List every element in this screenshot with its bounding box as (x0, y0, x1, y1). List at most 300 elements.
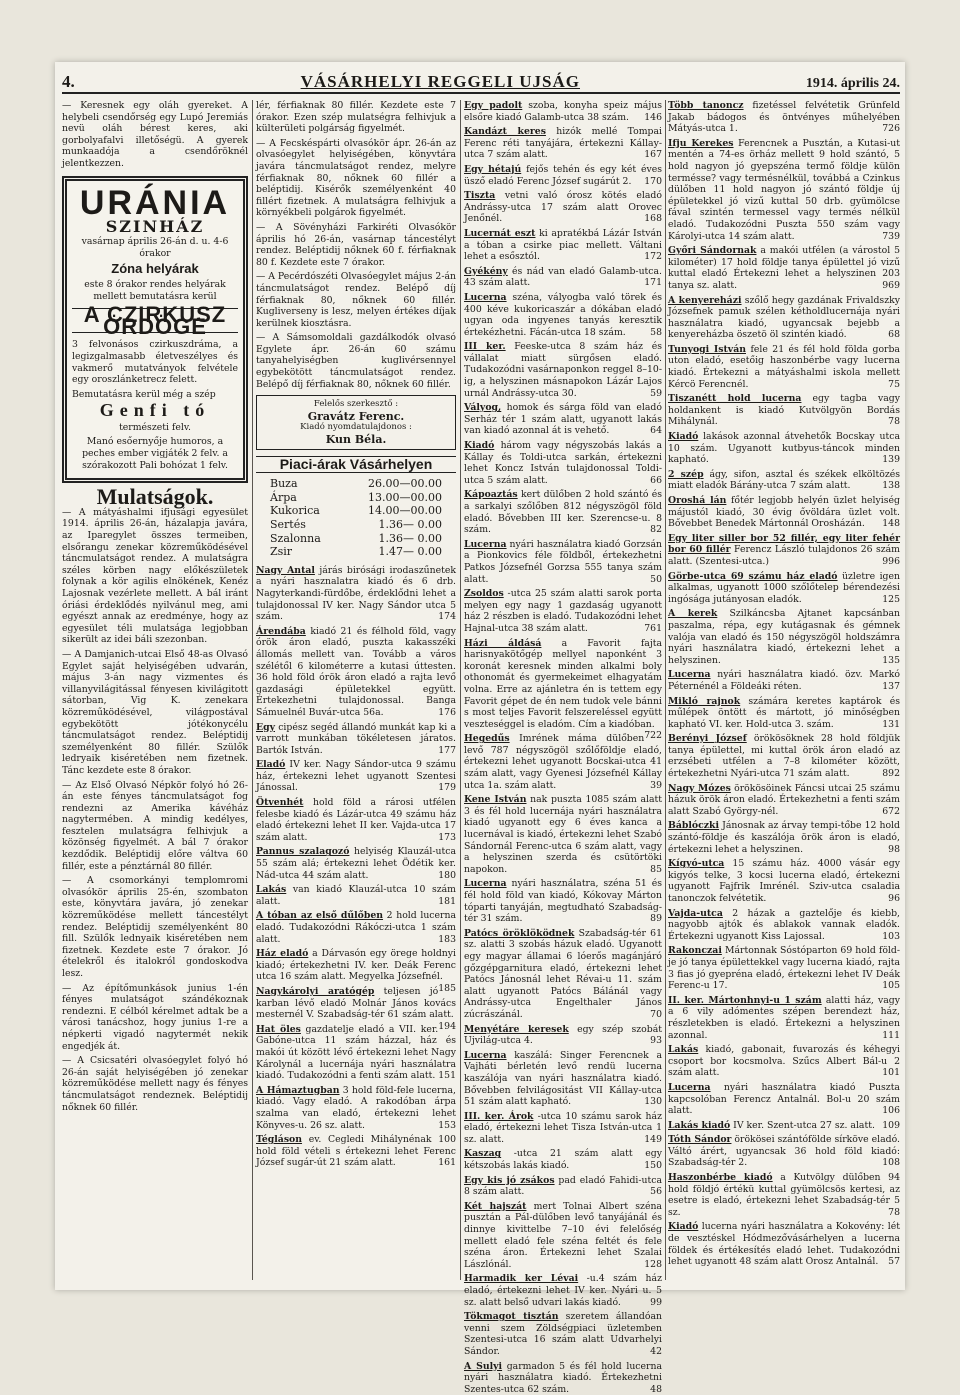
ad-number: 70 (650, 1008, 662, 1020)
ad-number: 39 (650, 779, 662, 791)
ad-number: 179 (438, 782, 456, 794)
ad-number: 128 (644, 1258, 662, 1270)
ad-text: kiadó, gabonait, fuvarozás és kéhegyi csoport bor kocsmolva. Szűcs Albert Bál-u 2 szám alatt. (668, 1044, 900, 1079)
price-row (270, 504, 442, 518)
ad-text: lakások azonnal átvehetők Bocskay utca 10 szám. Ugyanott kutbyus-táncok minden kapható. (668, 431, 900, 466)
price-value: 14.00—00.00 (368, 504, 442, 518)
ad-keyword: Győri Sándornak (668, 245, 757, 257)
article-paragraph: lér, férfiaknak 80 fillér. Kezdete este 7 órakor. Ezen szép mulatségra felhivjuk a külterületi polgárság figyelmét. (256, 100, 456, 135)
column-3 (464, 100, 662, 1395)
classified-ad (464, 733, 662, 791)
ad-text: Mártonnak Sóstóparton 69 hold föld-je jó tanya épülettekkel vagy lucerna kiadó, rajta 3 fias jó gyepréna eladó, értekezni lehet IV Deák Ferenc-u 17. (668, 945, 900, 992)
ad-text: Szilkáncsba Ajtanet kapcsánban paszalma, répa, egy kutágasnak és gémnek valója van eladó és 150 négyszögöl holdszámra nyári használatra kiadó, értekezni lehet a helyszinen. (668, 608, 900, 666)
price-value: 1.47— 0.00 (378, 545, 442, 559)
ad-text: a makói utfélen (a várostol 5 kilométer) 17 hold földje tanya épülettel jó vizű kuttal eladó Értekezni lehet a helyszinen 203 tanya sz. alatt. (668, 245, 901, 291)
ad-text: van kiadó Klauzál-utca 10 szám alatt. (256, 884, 456, 907)
article-paragraph: — A Fecskéspárti olvasókör ápr. 26-án az olvasóegylet helyiségében, könyvtára javára táncmulatságot rendez, melyre férfiaknak 80, nőknek 60 fillér a beléptidij. Kisérők személyenként 40 fillért fizetnek. A mulatságra felhivjuk a környékbeli polgárok figyelmét. (256, 137, 456, 219)
classified-ad (668, 138, 900, 242)
ad-keyword: Mikló rajnok (668, 695, 741, 707)
ad-number: 892 (882, 768, 900, 780)
ad-number: 98 (888, 843, 900, 855)
ad-text: fele 21 és fél hold földa gorba uton eladó, esetőig haszonbérbe vagy lucerna kiadó. Értekezni a mátyáshalmi iskola mellett Kércö Ferencnél. (668, 343, 900, 390)
ad-number: 161 (438, 1157, 456, 1169)
classified-ad (464, 440, 662, 486)
classified-ad (464, 1361, 662, 1395)
classified-ad (256, 626, 456, 719)
classified-ad (668, 393, 900, 428)
urania-nature: természeti felv. (119, 421, 191, 433)
ad-number: 137 (882, 680, 900, 692)
urania-film-title: A CZIRKUSZ ÖRDÖGE (72, 308, 238, 333)
ad-number: 183 (438, 933, 456, 945)
ad-text: ev. Cegledi Mihálynénak 100 hold föld vételi s értekezni lehet Ferenc József sugár-út 21 szám alatt. (256, 1134, 456, 1169)
ad-number: 89 (650, 913, 662, 925)
classified-ad (464, 1050, 662, 1108)
classified-ad (464, 928, 662, 1021)
ad-number: 64 (650, 425, 662, 437)
classified-ad (464, 1201, 662, 1271)
classified-ad (668, 295, 900, 341)
ad-text: a Favorit fajta harisnyakötőgép mellyel naponként 3 koronát keresnek minden alkalmi boly othonomát és gyermekeimet elhagyatám volna. Erre az ajánletra én is tettem egy Favorit gépet de én nem tudok vele bánni s most teljes Favorit felszereléssel együtt veszteséggel is eladóm. Cím a kiadóban. (464, 637, 662, 730)
ad-text: örökösöknek 28 hold földjük tanya épülettel, mi kuttal örök áron eladó az erzsébeti utfélen a 7–8 kilométer között, értekezhetni Nyári-utca 71 szám alatt. (668, 733, 900, 780)
ad-keyword: Kiadó (464, 440, 495, 452)
classified-ad (256, 1134, 456, 1169)
price-item: Szalonna (270, 531, 321, 545)
article-paragraph: — Az Első Olvasó Népkör folyó hó 26-án este fényes táncmulatságot fog rendezni az Amerika kávéház nagytermében. A mindig kedélyes, fesztelen mulatságra felhivjuk a közönség figyelmét. A bál 7 órakor kezdődik. Beléptidij előre váltva 60 fillér, este a pénztárnál 80 fillér. (62, 779, 248, 872)
ad-keyword: Hegedűs (464, 733, 510, 745)
ad-number: 85 (650, 863, 662, 875)
ad-number: 167 (644, 149, 662, 161)
ad-keyword: Tunyogi István (668, 343, 746, 355)
ad-text: homok és sárga föld van eladó Serház tér 1 szám alatt, ugyanott lakás van kiadó azonnal át is vehető. (464, 402, 662, 437)
ad-number: 672 (882, 805, 900, 817)
ad-keyword: Eladó (256, 759, 286, 771)
ad-keyword: Egy liter siller bor 52 fillér, egy liter fehér bor 60 fillér (668, 532, 900, 556)
ad-number: 78 (888, 1206, 900, 1218)
ad-number: 185 (438, 982, 456, 994)
ad-number: 57 (888, 1256, 900, 1268)
ad-number: 722 (644, 730, 662, 742)
ad-text: és nád van eladó Galamb-utca. 43 szám alatt. (464, 265, 662, 289)
ad-text: 15 számu ház. 4000 vásár egy kigyós telke, 3 kocsi lucerna eladó, értekezni ugyanott Fajfrik Imrénél. Sziv-utca csaladia tanonczok felvétetik. (668, 858, 900, 904)
classified-ad (668, 696, 900, 731)
ad-number: 93 (650, 1035, 662, 1047)
ad-number: 109 (882, 1119, 900, 1131)
ad-text: mert Tolnai Albert széna pusztán a Pál-dülőben levő tanyájánál és dinnye kivittelbe 7–10 évi felelőség mellett eladó fele széna feltét és fele széna áron. Értekezni lehet Szalai Lászlónál. (464, 1200, 662, 1270)
article-paragraph: — A Pecérdószéti Olvasóegylet május 2-án táncmulatságot rendez. Belépő díj férfiaknak 80, nőknek 60 fillér. Kugliverseny is lesz, melyen értékes díjak kerülnek kiosztásra. (256, 271, 456, 329)
ad-keyword: II. ker. Mártonhnyi-u 1 szám (668, 994, 822, 1006)
urania-time: vasárnap április 26-án d. u. 4-6 órakor (81, 236, 229, 259)
classified-ad (464, 100, 662, 123)
classified-ad (256, 846, 456, 881)
ad-keyword: Nagykárolyi aratógép (256, 985, 375, 997)
classified-ad (464, 489, 662, 535)
classified-ad (668, 431, 900, 466)
article-paragraph: — A csomorkányi templomromi olvasókör április 25-én, szombaton este, könyvtára javára, jó zenekar közreműködése mellett táncestélyt rendez. Beléptidij személyenként 80 fill. Szülők lednyaik kiséretében nem fizetnek. Kezdete este 7 órakor. Jó ételekről és italokról gondoskodva lesz. (62, 875, 248, 979)
ad-text: járás birósági irodaszűnetek a nyári hasznalatra kiadó és 6 drb. Nagyterkandi-fürdőbe, érdeklődni lehet a tulajdonossal IV ker. Nagy Sándor utca 5 szám. (256, 564, 456, 623)
classified-ad (464, 190, 662, 225)
ad-text: egy tagba vagy holdankent is kiadó Kutvölgyön Bordás Mihálynál. (668, 393, 900, 428)
page-header (62, 68, 900, 94)
section-title: Mulatságok. (96, 484, 214, 510)
ad-keyword: Lakás kiadó (668, 1119, 731, 1131)
ad-text: számára keretes kaptárok és műlépek öntött és mártott, jó minőségben kapható VI. ker. Hold-utca 3. szám. (668, 695, 900, 730)
classified-ad (256, 1024, 456, 1082)
urania-advertisement (62, 176, 248, 484)
ad-text: garmadon 5 és fél hold lucerna nyári használatra kiadó. Értekezhetni Szentes-utca 62 szám. (464, 1360, 662, 1395)
ad-number: 106 (882, 1105, 900, 1117)
price-row (270, 532, 442, 546)
editor-box (256, 395, 456, 449)
ad-text: örökösei szántófölde sírköve eladó. Váltó árért, ugyancsak 36 hold föld kiadó: Szabadság-tér 2. (668, 1134, 900, 1169)
ad-number: 138 (882, 480, 900, 492)
classified-ad (668, 1044, 900, 1079)
classified-ad (464, 164, 662, 187)
price-value: 13.00—00.00 (368, 490, 442, 504)
ad-number: 56 (650, 1186, 662, 1198)
classified-ad (256, 759, 456, 794)
ad-keyword: Lucerna (668, 1081, 711, 1093)
article-paragraph: — A Csicsatéri olvasóegylet folyó hó 26-án saját helyiségében jó zenekar közreműködése mellett nagy és fényes táncmulatságot rendeznek. Beléptidij nőknek 60 fillér. (62, 1055, 248, 1113)
column-rule (252, 100, 253, 1280)
market-prices-table (270, 477, 442, 559)
ad-number: 739 (882, 230, 900, 242)
ad-number: 105 (882, 980, 900, 992)
ad-number: 173 (438, 831, 456, 843)
ad-keyword: Harmadik ker Lévai (464, 1273, 579, 1285)
classified-ad (668, 1221, 900, 1267)
column-4 (668, 100, 900, 1280)
ad-number: 59 (650, 387, 662, 399)
ad-text: ágy, sifon, asztal és székek elköltözés miatt eladók Bárány-utca 7 szám alatt. (668, 468, 900, 492)
ad-number: 135 (882, 654, 900, 666)
ad-keyword: Egy padolt (464, 100, 523, 111)
classified-ad (256, 1085, 456, 1131)
ad-keyword: A kenyereházi (668, 294, 742, 306)
ad-text: nyári használatra, széna 51 és fél hold föld van kiadó, Kókovay Márton tóparti tanyáján, megtudható Szabadság-tér 31 szám. (464, 878, 662, 925)
ad-number: 42 (650, 1345, 662, 1357)
ad-keyword: Zsoldos (464, 588, 504, 600)
ad-text: főtér legjobb helyén üzlet helyiség májustól kiadó, 30 évig ővöldára üzlet volt. Bővebbet Benedek Mártonnál Orosházán. (668, 495, 900, 530)
ad-keyword: Lucerna (464, 291, 507, 303)
ad-keyword: Kene István (464, 794, 527, 806)
ad-text: ki apratékbá Lázár István a tóban a csirke piac mellett. Váltani lehet a esősztól. (464, 227, 662, 263)
ad-text: Szabadság-tér 61 sz. alatti 3 szobás házuk eladó. Ugyanott egy magyar államai 6 lóerős magánjáró gőzgépgarnitura eladó, értekezni lehet Patócs Jánosnál lehet Révai-u 11. szám alatt ugyanott Patócs Bálánál vagy Andrássy-utca Engelthaler János zúcrászánál. (464, 927, 662, 1020)
ad-keyword: Berényi József (668, 733, 747, 745)
ad-keyword: Kiadó (668, 431, 699, 443)
news-item: — Keresnek egy oláh gyereket. A helybeli csendőrség egy Lupó Jeremiás nevü oláh bérest keres, aki gorbolyafalvi illetőségü. A gyerek munkaadója a csendőröknél jelentkezzen. (62, 100, 248, 169)
classified-ad (668, 820, 900, 855)
classified-ad (668, 995, 900, 1041)
ad-text: Ferencz László tulajdonos 26 szám alatt. (Szentesi-utca.) (668, 544, 900, 567)
ad-text: szoba, konyha speiz május elsőre kiadó Galamb-utca 38 szám. (464, 100, 662, 123)
ad-text: gazdatelje eladó a VII. ker. Gabóne-utca 11 szám házzal, ház és makói út között lévő értekezni lehet Nagy Károlynál a lucernája nyári használatra kiadó. Tudakozódni a fenti szám alatt. (256, 1023, 456, 1082)
ad-keyword: Haszonbérbe kiadó (668, 1172, 773, 1184)
page-number: 4. (62, 72, 75, 91)
publisher-name: Kun Béla. (325, 433, 387, 447)
classified-ad (668, 245, 900, 291)
ad-text: Feeske-utca 8 szám ház és vállalat miatt sürgősen eladó. Tudakozódni vasárnaponkon reggel 8–10-ig, a helyszinen másnapokon Lázár Lajos urnál Andrássy-utca 30. (464, 341, 662, 399)
classified-ad (668, 1134, 900, 1169)
column-1 (62, 100, 248, 1280)
ad-keyword: III. ker. Árok (464, 1110, 534, 1122)
ad-number: 726 (882, 123, 900, 135)
classified-ad (464, 292, 662, 338)
article-paragraph: — Az építőmunkások junius 1-én fényes mulatságot szándékoznak rendezni. E célból kérelmet adtak be a városi tanácshoz, hogy junius 1-re a népkerti vigadó nagytermét nekik engedjék át. (62, 982, 248, 1052)
ad-text: szeretem állandóan venni szem Zöldségpiaci üzletemben Szentesi-utca 16 szám alatt Udvarhelyi Sándor. (464, 1311, 662, 1357)
ad-keyword: Lucerna (464, 538, 507, 550)
ad-keyword: Tökmagot tisztán (464, 1311, 559, 1323)
ad-text: hold föld a rárosi utfélen felesbe kiadó és Lázár-utca 49 számu ház eladó értekezni lehet II ker. Vajda-utca 17 szám alatt. (256, 797, 456, 843)
classified-list (668, 100, 900, 1268)
ad-number: 170 (644, 175, 662, 187)
ad-keyword: Két hajszát (464, 1200, 527, 1212)
ad-keyword: Hat öles (256, 1023, 301, 1035)
urania-description: 3 felvonásos czirkuszdráma, a legizgalmasabb életveszélyes és vakmerő mutatványok felvétele egy oroszlánketrecz felett. (72, 339, 238, 386)
price-item: Kukorica (270, 504, 320, 518)
ad-text: nyári használatra kiadó Gorzsán a Pionkovics féle földből, értekezhetni Patkos Józsefnél Gorzsa 555 tanya szám alatt. (464, 538, 662, 585)
ad-keyword: Pannus szalagozó (256, 846, 350, 858)
price-row (270, 545, 442, 559)
ad-text: -utca 21 szám alatt egy kétszobás lakás kiadó. (464, 1148, 662, 1172)
ad-keyword: Ifju Kerekes (668, 137, 734, 149)
classified-ad (464, 341, 662, 399)
classified-ad (464, 402, 662, 437)
urania-comedy: Manó esőernyője humoros, a peches ember vigjáték 2 felv. a szórakozott Pali bohózat 1 felv. (82, 436, 228, 471)
ad-keyword: Görbe-utca 69 számu ház eladó (668, 570, 838, 582)
ad-text: a Kutvölgy dülőben 94 hold földjó értékü kuttal gyümölcsös kertesi, az esetre is eladó, értekezni lehet Szabadság-tér 5 sz. (668, 1172, 900, 1218)
ad-number: 174 (438, 611, 456, 623)
classified-ad (464, 1111, 662, 1146)
ad-number: 103 (882, 930, 900, 942)
classified-ad (256, 910, 456, 945)
ad-number: 180 (438, 869, 456, 881)
ad-keyword: A Hámaztugban (256, 1084, 340, 1096)
ad-keyword: A Sulyi (464, 1360, 503, 1372)
ad-keyword: Vályog, (464, 402, 502, 414)
price-value: 1.36— 0.00 (378, 531, 442, 545)
ad-text: a Dárvasón egy örege holdnyi kiadó; értekezhetni IV. ker. Deák Ferenc utca 16 szám alatt. Megyelka Józsefnél. (256, 948, 456, 983)
classified-ad (668, 469, 900, 492)
ad-number: 194 (438, 1020, 456, 1032)
column-rule (665, 100, 666, 1280)
ad-keyword: Egy hétajú (464, 163, 522, 175)
ad-number: 78 (888, 416, 900, 428)
ad-keyword: Tégláson (256, 1134, 303, 1146)
ad-text: kiadó 21 és félhold föld, vagy órök áron eladó, puszta kakasszéki állomás mellett van. Tovább a város szélétől 6 kilométerre a kutasi úttesten. 36 hold föld órök áron eladó a rajta levő gazdasági épületekkel együtt. Értekezhetni tulajdonossal. Banga Sámuelnél Buvár-utca 56a. (256, 625, 456, 718)
classified-ad (464, 1273, 662, 1308)
classified-ad (668, 533, 900, 568)
masthead: VÁSÁRHELYI REGGELI UJSÁG (300, 72, 580, 91)
ad-keyword: Rakonczai (668, 945, 722, 957)
classified-ad (464, 1148, 662, 1171)
classified-ad (668, 858, 900, 904)
ad-keyword: Kaszag (464, 1148, 502, 1160)
ad-number: 151 (438, 1070, 456, 1082)
ad-text: vetni való órosz kötés eladó Andrássy-utca 17 szám alatt Orovec Jenőnél. (464, 190, 662, 225)
urania-evening: este 8 órakor rendes helyárak mellett bemutatásra kerül (84, 278, 226, 302)
ad-keyword: Tiszanétt hold lucerna (668, 393, 802, 405)
ad-text: cipész segéd állandó munkát kap ki a varrott munkában tökéletesen járatos. Bartók István. (256, 721, 456, 756)
ad-number: 48 (650, 1383, 662, 1395)
classified-list (464, 100, 662, 1395)
classified-ad (464, 126, 662, 161)
ad-number: 168 (644, 213, 662, 225)
ad-text: egy szép szobát Ujvilág-utca 4. (464, 1023, 662, 1047)
ad-keyword: Gyékény (464, 265, 508, 277)
classified-ad (464, 1175, 662, 1198)
ad-number: 996 (882, 555, 900, 567)
ad-keyword: 2 szép (668, 468, 704, 480)
classified-ad (668, 1172, 900, 1218)
ad-keyword: Tiszta (464, 190, 496, 202)
ad-text: üzletre igen alkalmas, ugyanott 1000 szőlőtelep bérendezési ingósága jutányosan eladók. (668, 570, 900, 605)
classified-ad (464, 1311, 662, 1357)
ad-text: szőlő hegy gazdának Frivaldszky Józsefnek pamuk szélen kétholdlucernája nyári használatra kiadó, ugyancsak bejebb a kenyereházba öszetö öl szintén kiadó. (668, 294, 900, 341)
ad-keyword: Lucerna (464, 1049, 507, 1061)
classified-ad (464, 539, 662, 585)
editor-label: Felelős szerkesztő : (313, 399, 399, 410)
ad-text: nyári használatra kiadó. özv. Markó Péternénél a Földeáki réten. (668, 669, 900, 692)
ad-number: 146 (644, 111, 662, 123)
ad-text: alatti ház, vagy a 6 vily adómentes szépen berendezt ház, részletekben is eladó. Értekezni a helyszinen azonnal. (668, 994, 901, 1041)
ad-text: hizók mellé Tompai Ferenc réti tanyájára, értekezni Kállay-utca 7 szám alatt. (464, 126, 662, 161)
ad-text: IV ker. Szent-utca 27 sz. alatt. (733, 1119, 875, 1131)
ad-keyword: Több tanoncz (668, 100, 744, 111)
classified-list (256, 565, 456, 1169)
ad-number: 131 (882, 718, 900, 730)
classified-ad (464, 266, 662, 289)
ad-keyword: Vajda-utca (668, 907, 723, 919)
price-row (270, 491, 442, 505)
price-item: Zsir (270, 545, 293, 559)
article-paragraph: — A Sámsomoldali gazdálkodók olvasó Egylete ápr. 26-án 60 számu tanyahelyiségben kuglivérsennyel egybekötött táncmulatságot rendez. Belépő díj férfiaknak 80, nőknek 60 fillér. (256, 332, 456, 390)
classified-ad (668, 608, 900, 666)
ad-keyword: Oroshá lán (668, 495, 727, 506)
ad-text: három vagy négyszobás lakás a Kállay és Toldi-utca sarkán, értekezni lehet Koncz István tulajdonossal Toldi-utca 5 szám alatt. (464, 440, 662, 486)
issue-date: 1914. április 24. (805, 76, 900, 91)
ad-number: 172 (644, 251, 662, 263)
ad-text: nyári használatra kiadó Puszta kapcsolóban Ferencz Antalnál. Bol-u 20 szám alatt. (668, 1081, 900, 1117)
ad-number: 68 (888, 329, 900, 341)
ad-keyword: Kiadó (668, 1221, 699, 1233)
classified-ad (668, 495, 900, 530)
classified-ad (464, 228, 662, 263)
urania-subtitle: SZINHÁZ (105, 216, 205, 236)
ad-text: -u.4 szám ház eladó, értekezni lehet IV ker. Nyári u. 5 sz. alatt belső udvari lakás kiadó. (464, 1273, 662, 1308)
ad-text: IV ker. Nagy Sándor-utca 9 számu ház, értekezni lehet ugyanott Szentesi Jánossal. (256, 759, 456, 794)
ad-keyword: Egy kis jó zsákos (464, 1174, 555, 1186)
ad-text: fizetéssel felvétetik Grünfeld Jakab bádogos és öntvényes műhelyében Mátyás-utca 1. (668, 100, 900, 135)
ad-number: 99 (650, 1296, 662, 1308)
ad-number: 108 (882, 1157, 900, 1169)
ad-keyword: Báblóczki (668, 820, 720, 832)
ad-number: 130 (644, 1096, 662, 1108)
ad-number: 50 (650, 573, 662, 585)
ad-number: 66 (650, 474, 662, 486)
market-prices-title: Piaci-árak Vásárhelyen (256, 456, 456, 474)
ad-text: 2 hold lucerna eladó. Tudakozódni Rákóczi-utca 1 szám alatt. (256, 910, 456, 945)
ad-keyword: Lucerna (464, 878, 507, 890)
column-rule (460, 100, 461, 1280)
ad-text: lucerna nyári használatra a Kokovény: lét de vesztéskel Hódmezővásárhelyen a lucerna földek és értékesítés eladó lehet. Tudakozódni lehet ugyanott 48 szám alatt Orosz Antalnál. (668, 1221, 900, 1268)
ad-text: kert dülőben 2 hold szántó és a sarkalyi szőlőben 812 négyszögöl föld eladó. Bővebben III ker. Szerencse-u. 8 szám. (464, 489, 662, 536)
ad-text: -utca 10 számu sarok ház eladó, értekezni lehet Tisza István-utca 1 sz. alatt. (464, 1110, 662, 1145)
ad-keyword: Házi áldásá (464, 637, 542, 649)
classified-ad (464, 1024, 662, 1047)
ad-number: 969 (882, 279, 900, 291)
ad-number: 153 (438, 1119, 456, 1131)
classified-ad (668, 1120, 900, 1132)
classified-ad (256, 565, 456, 623)
price-value: 1.36— 0.00 (378, 518, 442, 531)
classified-ad (464, 878, 662, 924)
ad-text: -utca 25 szám alatti sarok porta melyen egy nagy 1 gazdaság ugyanott ház 2 részben is eladó. Tudakozódni lehet Hajnal-utca 38 szám alatt. (464, 588, 662, 634)
urania-zona: Zóna helyárak (111, 261, 199, 277)
ad-keyword: Ház eladó (256, 948, 309, 960)
ad-keyword: Lucernát eszt (464, 227, 536, 239)
ad-text: kaszálá: Singer Ferencnek a Vajháti bérletén levő rendü lucerna kaszálója van nyári használatra kiadó. Bővebben felvilágositást VII Kállay-utca 51 szám alatt kapható. (464, 1049, 662, 1108)
classified-ad (668, 733, 900, 779)
ad-text: nak puszta 1085 szám alatt 3 és fél hold lucernája nyári használatra kiadó ugyanott egy 6 éves kanca a lucernával is kiadó, értekezni lehet Szabó Sándornál Ferenc-utca 6 szám alatt, vagy a helyszinen szerda és csütörtöki napokon. (464, 794, 662, 875)
classified-ad (668, 783, 900, 818)
ad-number: 139 (882, 454, 900, 466)
ad-text: fejős tehén és egy két éves üsző eladó Ferenc József sugárút 2. (464, 163, 662, 187)
ad-text: 2 házak a gaztelője és kiebb, nagyobb ajtók és ablakok vannak eladók. Értekezni ugyanott Kiss Lajossal. (668, 907, 900, 942)
ad-text: teljesen jó karban lévő eladó Molnár János kovács mesternél V. Szabadság-tér 61 szám alatt. (256, 985, 456, 1021)
ad-number: 96 (888, 893, 900, 904)
ad-number: 148 (882, 518, 900, 530)
ad-number: 125 (882, 593, 900, 605)
ad-keyword: Kígyó-utca (668, 858, 725, 870)
classified-ad (668, 1082, 900, 1117)
ad-keyword: Lakás (668, 1044, 699, 1056)
classified-ad (464, 588, 662, 634)
ad-keyword: Kápoaztás (464, 489, 518, 501)
publisher-label: Kiadó nyomdatulajdonos : (300, 422, 412, 433)
ad-text: Jánosnak az árvay tempi-tőbe 12 hold szántó-földje és kaszálója örök áron is eladó, értekezni lehet a helyszinen. (668, 820, 900, 855)
ad-number: 177 (438, 744, 456, 756)
ad-text: 3 hold föld-fele lucerna, kiadó. Vagy eladó. A rakodóban árpa szalma van eladó, értekezni lehet Könyves-u. 26 sz. alatt. (256, 1084, 456, 1131)
ad-keyword: Lakás (256, 884, 287, 896)
ad-number: 150 (644, 1160, 662, 1172)
ad-keyword: Árendába (256, 625, 306, 637)
price-value: 26.00—00.00 (368, 477, 442, 491)
ad-number: 101 (882, 1067, 900, 1079)
price-row (270, 518, 442, 532)
ad-keyword: A tóban az első dűlőben (256, 910, 384, 922)
ad-number: 111 (882, 1029, 900, 1041)
ad-number: 82 (650, 524, 662, 536)
price-item: Sertés (270, 518, 306, 531)
ad-keyword: III ker. (464, 341, 506, 353)
price-item: Árpa (270, 490, 297, 504)
article-paragraph: — A Sövényházi Farkiréti Olvasókör április hó 26-án, vasárnap táncestélyt rendez. Beléptidij nőknek 60 f. férfiaknak 80 f. Kezdete este 7 órakor. (256, 221, 456, 268)
classified-ad (668, 945, 900, 991)
urania-also: Bemutatásra kerül még a szép (72, 388, 216, 400)
ad-number: 58 (650, 326, 662, 338)
editor-name: Gravátz Ferenc. (307, 409, 405, 423)
article-paragraph: — A Damjanich-utcai Első 48-as Olvasó Egylet saját helyiségében udvarán, május 3-án nagy vizmentes és villanyvilágitással fényesen kivilágitott sátorban, Vig K. zenekara közreműködésével, világpostával egybekötött jótékonycélu táncmulatságot rendez. Beléptidij személyenként 80 fillér. Szülők ledryaik kiséretében nem fizetnek. Tánc kezdete este 8 órakor. (62, 648, 248, 776)
urania-name: URÁNIA (79, 183, 231, 222)
ad-text: széna, vályogba való törek és 400 kéve kukoricaszár a dókában eladó ugyan oda ingyenes tanyás keresztik értekézhetni. Fácán-utca 18 szám. (464, 291, 662, 338)
ad-text: Imrének máma dülőben levő 787 négyszögöl szőlőföldje eladó, értekezni lehet ugyanott Bocskai-utca 41 szám alatt, vagy Gyenesi Józsefnél Kállay utca 1a. szám alatt. (464, 733, 662, 791)
ad-keyword: Kandázt keres (464, 126, 546, 138)
article-paragraph: — A mátyáshalmi ifjusági egyesület 1914. április 26-án, házalapja javára, az Iparegylet összes termeiben, elsőrangu zenekar közreműködésével táncmulatságot rendez. A mulatságra széles körben nagy előkészületek folynak a kör agilis elnökének, Kenéz Lajosnak vezérlete mellett. A bál iránt óriási érdeklődés nyilvánul meg, ami egyészt annak az eredménye, hogy az egyesület téli mulatsága legjobban sikerült az idei báli szezonban. (62, 506, 248, 646)
ad-keyword: Nagy Mózes (668, 782, 731, 794)
classified-ad (256, 722, 456, 757)
urania-genfi: Genfi tó (99, 400, 211, 421)
